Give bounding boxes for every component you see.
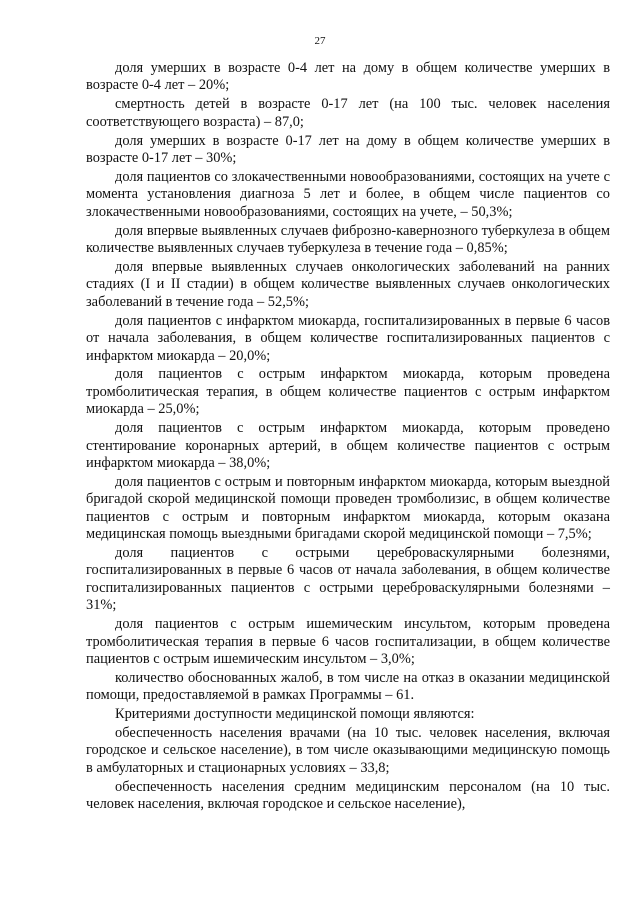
paragraph: доля умерших в возрасте 0-4 лет на дому в общем количестве умерших в возрасте 0-4 лет – 20%; [86, 60, 610, 94]
paragraph: обеспеченность населения врачами (на 10 тыс. человек населения, включая городское и сельское население), в том числе оказывающими медицинскую помощь в амбулаторных и стационарных условиях – 33,8; [86, 725, 610, 776]
paragraph: доля пациентов с инфарктом миокарда, госпитализированных в первые 6 часов от начала заболевания, в общем количестве госпитализированных пациентов с инфарктом миокарда – 20,0%; [86, 312, 610, 364]
paragraph: доля пациентов с острым инфарктом миокарда, которым проведено стентирование коронарных артерий, в общем количестве пациентов с острым инфарктом миокарда – 38,0%; [86, 420, 610, 471]
paragraph: доля впервые выявленных случаев фиброзно-кавернозного туберкулеза в общем количестве выявленных случаев туберкулеза в течение года – 0,85%; [86, 222, 610, 257]
paragraph: смертность детей в возрасте 0-17 лет (на 100 тыс. человек населения соответствующего возраста) – 87,0; [86, 96, 610, 130]
paragraph: количество обоснованных жалоб, в том числе на отказ в оказании медицинской помощи, предоставляемой в рамках Программы – 61. [86, 669, 610, 704]
paragraph: доля пациентов с острым инфарктом миокарда, которым проведена тромболитическая терапия, в общем количестве пациентов с острым инфарктом миокарда – 25,0%; [86, 366, 610, 418]
paragraph: обеспеченность населения средним медицинским персоналом (на 10 тыс. человек населения, включая городское и сельское население), [86, 778, 610, 813]
paragraph: доля пациентов с острым ишемическим инсультом, которым проведена тромболитическая терапия в первые 6 часов госпитализации, в общем количестве пациентов с острым ишемическим инсультом – 3,0%; [86, 616, 610, 667]
paragraph: доля умерших в возрасте 0-17 лет на дому в общем количестве умерших в возрасте 0-17 лет – 30%; [86, 132, 610, 167]
paragraph: доля пациентов с острым и повторным инфарктом миокарда, которым выездной бригадой скорой медицинской помощи проведен тромболизис, в общем количестве пациентов с острым и повторным инфарктом миокарда, которым оказана медицинская помощь выездными бригадами скорой медицинской помощи – 7,5%; [86, 473, 610, 543]
section-heading: Критериями доступности медицинской помощи являются: [115, 706, 475, 723]
document-body [86, 60, 610, 815]
paragraph: доля впервые выявленных случаев онкологических заболеваний на ранних стадиях (I и II стадии) в общем количестве выявленных случаев онкологических заболеваний в течение года – 52,5%; [86, 258, 610, 310]
paragraph: доля пациентов с острыми цереброваскулярными болезнями, госпитализированных в первые 6 часов от начала заболевания, в общем количестве госпитализированных пациентов с острыми цереброваскулярными болезнями – 31%; [86, 544, 610, 614]
page-number: 27 [314, 35, 326, 47]
paragraph: доля пациентов со злокачественными новообразованиями, состоящих на учете с момента установления диагноза 5 лет и более, в общем числе пациентов со злокачественными новообразованиями, состоящих на учете, – 50,3%; [86, 168, 610, 220]
